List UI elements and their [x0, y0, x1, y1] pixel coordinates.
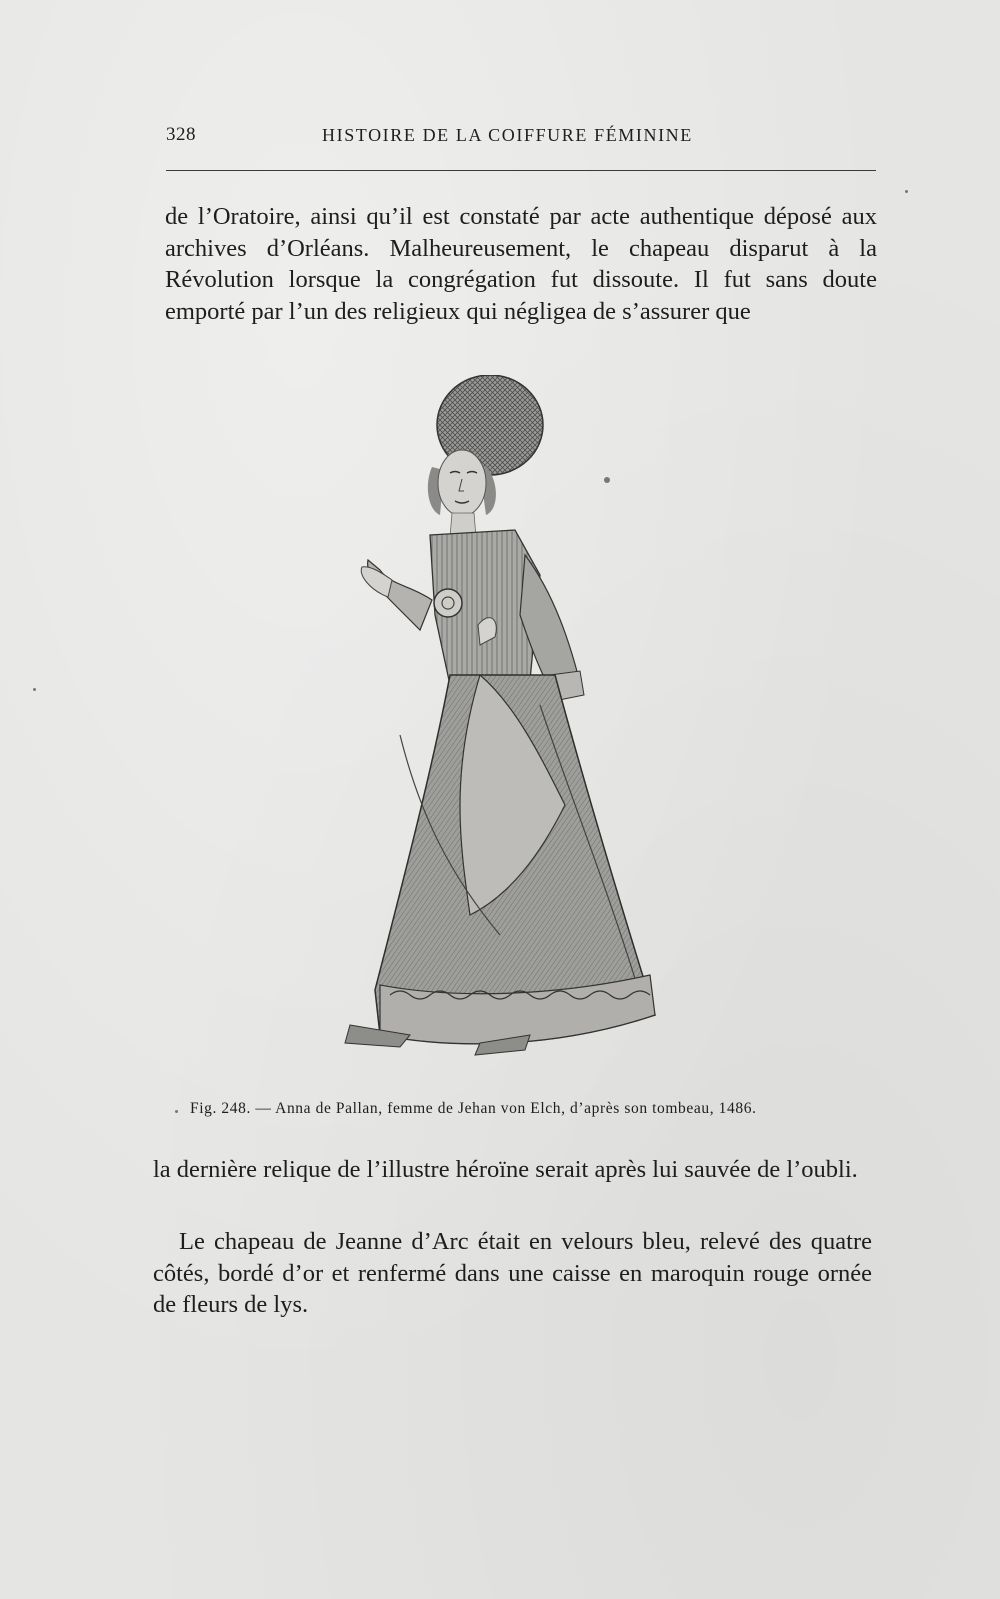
woman-engraving-illustration	[340, 375, 680, 1075]
header-rule	[166, 170, 876, 171]
body-paragraph-continuation: la dernière relique de l’illustre héroïne serait après lui sauvée de l’oubli.	[153, 1156, 858, 1183]
figure-caption: Fig. 248. — Anna de Pallan, femme de Jehan von Elch, d’après son tombeau, 1486.	[190, 1100, 757, 1117]
running-title: HISTOIRE DE LA COIFFURE FÉMININE	[322, 125, 693, 145]
paper-speck	[604, 477, 610, 483]
paper-speck	[905, 190, 908, 193]
page-number: 328	[166, 124, 196, 145]
paper-speck	[175, 1110, 178, 1113]
body-paragraph-next: Le chapeau de Jeanne d’Arc était en velours bleu, relevé des quatre côtés, bordé d’or et renfermé dans une caisse en maroquin rouge ornée de fleurs de lys.	[153, 1228, 872, 1318]
body-paragraph-top: de l’Oratoire, ainsi qu’il est constaté par acte authentique déposé aux archives d’Orléans. Malheureusement, le chapeau disparut à la Révolution lorsque la congrégation fut dissoute. Il fut sans doute emporté par l’un des religieux qui négligea de s’assurer que	[165, 203, 877, 325]
running-header	[166, 120, 878, 150]
figure-illustration	[340, 375, 680, 1075]
paper-speck	[33, 688, 36, 691]
